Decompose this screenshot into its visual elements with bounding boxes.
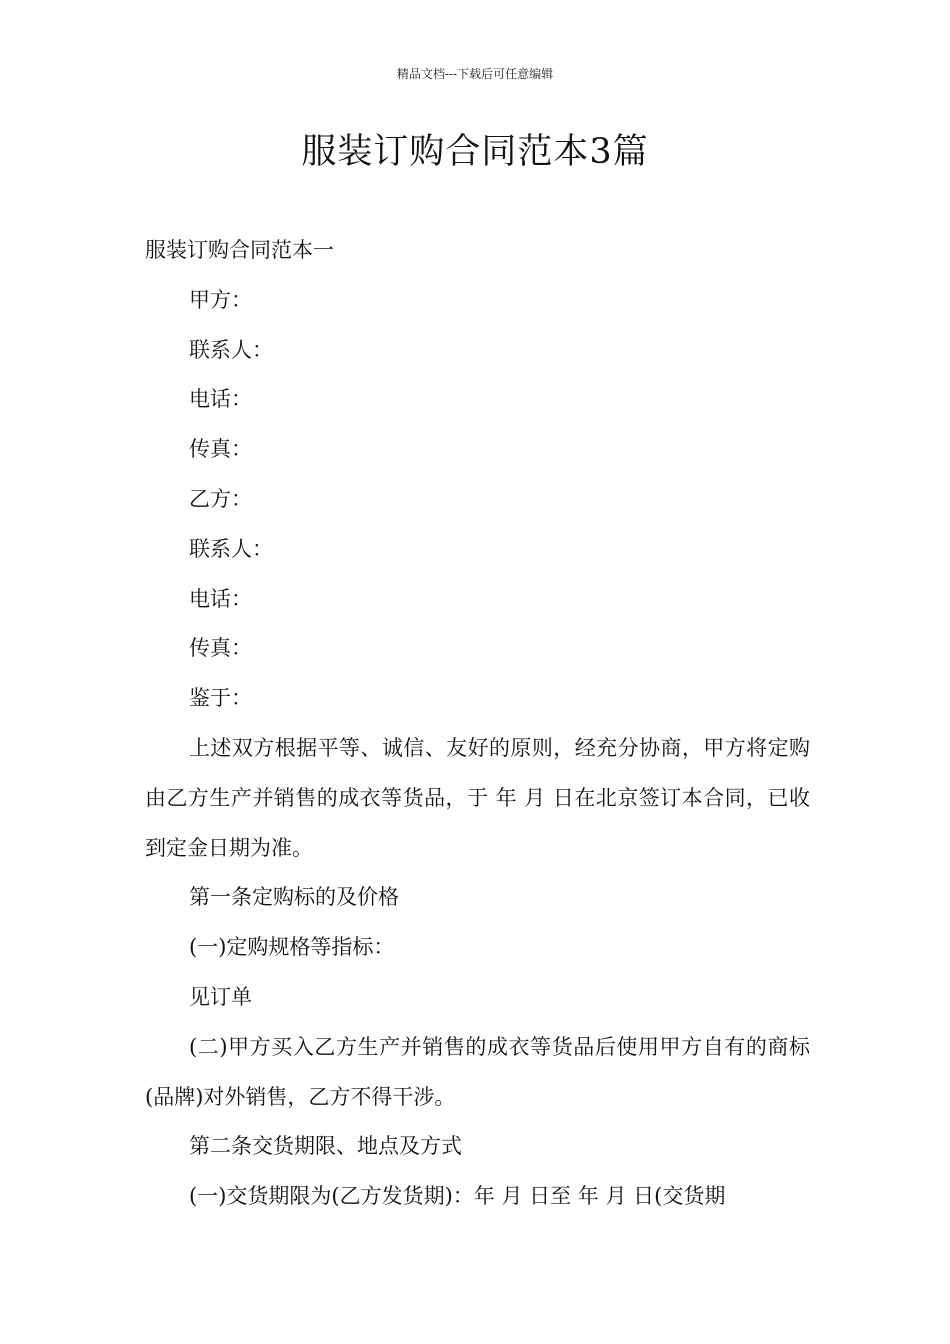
document-title: 服装订购合同范本3篇 [301,132,649,172]
header-note: 精品文档---下载后可任意编辑 [396,67,554,81]
article-1-item-1: (一)定购规格等指标： [189,935,395,960]
article-1-title: 第一条定购标的及价格 [189,885,399,910]
party-a-label: 甲方： [189,287,252,312]
party-b-phone: 电话： [189,586,252,611]
party-a-contact: 联系人： [189,337,273,362]
article-2-item-1: (一)交货期限为(乙方发货期)：年 月 日至 年 月 日(交货期 [189,1184,726,1209]
party-a-fax: 传真： [189,437,252,462]
article-1-item-2: (二)甲方买入乙方生产并销售的成衣等货品后使用甲方自有的商标(品牌)对外销售，乙方不得干涉。 [145,1034,810,1109]
party-b-label: 乙方： [189,486,252,511]
section-title: 服装订购合同范本一 [145,238,334,262]
party-b-fax: 传真： [189,636,252,661]
whereas-label: 鉴于： [189,686,252,711]
party-a-phone: 电话： [189,387,252,412]
preamble-paragraph: 上述双方根据平等、诚信、友好的原则，经充分协商，甲方将定购由乙方生产并销售的成衣等货品，于 年 月 日在北京签订本合同，已收到定金日期为准。 [145,735,810,860]
article-1-item-1-detail: 见订单 [189,984,252,1009]
document-body [145,226,810,1222]
article-2-title: 第二条交货期限、地点及方式 [189,1134,462,1159]
party-b-contact: 联系人： [189,536,273,561]
